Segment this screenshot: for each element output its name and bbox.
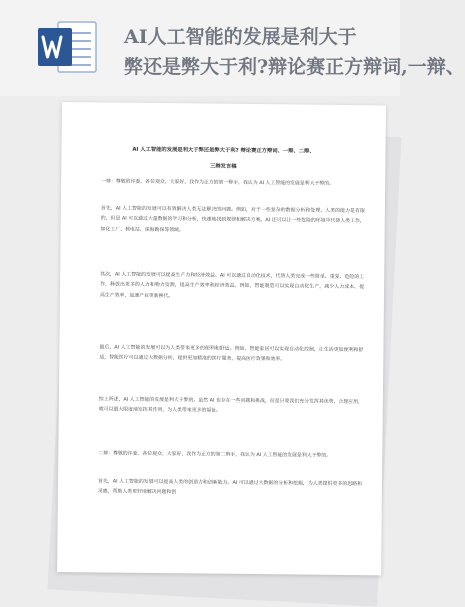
header-title-line-2: 弊还是弊大于利?辩论赛正方辩词,一辩、 [124, 56, 465, 78]
document-title: AI 人工智能的发展是利大于弊还是弊大于利? 辩论赛正方辩词、一辩、二辩、 [132, 146, 315, 155]
word-document-icon [36, 18, 100, 76]
paragraph-5: 综上所述，AI 人工智能的发展是利大于弊的。虽然 AI 也存在一些问题和挑战，但是只要我们充分发挥其优势，合理应用，就可以最大限度地发挥其作用，为人类带来更多的福祉。 [98, 396, 363, 414]
document-title-line-2: 三辩发言稿 [210, 163, 237, 170]
header-banner [0, 0, 465, 96]
document-page [57, 102, 386, 575]
paragraph-2: 首先，AI 人工智能的发展可以有效解决人类无法解决的问题。例如，对于一些复杂的数据分析和处理，人类的能力是有限的，但是 AI 可以通过大量数据的学习和分析，快速地找到规律和解决方案。AI 还可以让一些危险的环境中代替人类工作，如化工厂、核电站、深海勘探等领域。 [100, 205, 365, 233]
paragraph-6: 二辩：尊敬的评委、各位观众、大家好，我作为正方的第二辩手，我认为 AI 人工智能的发展是利大于弊的。 [98, 450, 332, 459]
paragraph-7: 首先，AI 人工智能的发展可以提高人类的创造力和创新能力。AI 可以通过大数据的分析和挖掘，为人类提供更多的思路和灵感，帮助人类更好地解决问题和创 [97, 478, 363, 496]
paragraph-4: 最后，AI 人工智能的发展可以为人类带来更多的便利和舒适。例如，智能家居可以实现自动化控制，让生活更加便利和舒适，智能医疗可以通过大数据分析，提供更加精准的医疗服务，提高医疗效果和效率。 [99, 344, 364, 363]
header-title-line-1: AI人工智能的发展是利大于 [124, 26, 357, 48]
paragraph-1: 一辩：尊敬的评委、各位观众、大家好，我作为正方的第一辩手，我认为 AI 人工智能的发展是利大于弊的。 [101, 178, 335, 187]
paragraph-3: 其次，AI 人工智能的发展可以提高生产力和经济效益。AI 可以通过自动化技术，代替人类完成一些简单、重复、危险的工作，释放出更多的人力和物力资源，提高生产效率和经济效益。例如，智能制造可以实现自动化生产，减少人力成本、提高生产效率，加速产业更新换代。 [99, 271, 365, 299]
